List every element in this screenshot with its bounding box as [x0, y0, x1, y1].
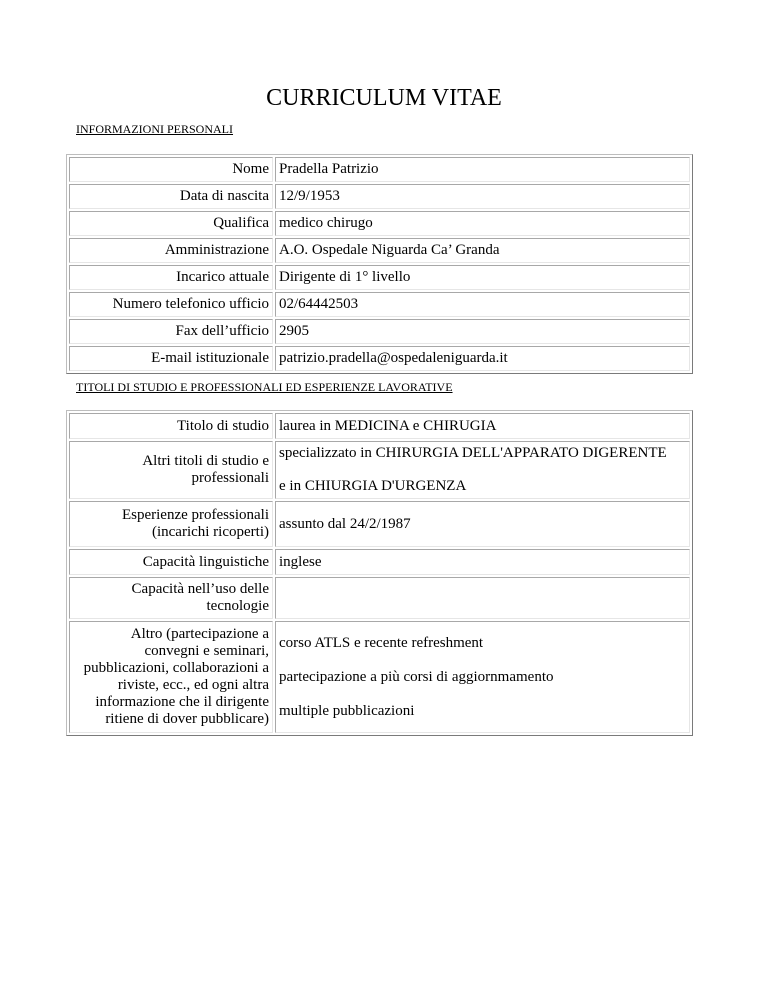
other-value-2: partecipazione a più corsi di aggiornmamento: [279, 668, 554, 685]
office-fax-label: Fax dell’ufficio: [69, 319, 273, 344]
table-row: [69, 413, 690, 439]
table-row: [69, 549, 690, 575]
table-row: [69, 184, 690, 209]
table-row: [69, 238, 690, 263]
table-row: [69, 501, 690, 547]
specialization-value: specializzato in CHIRURGIA DELL'APPARATO DIGERENTE: [279, 445, 667, 461]
tech-skills-value: [275, 577, 690, 619]
languages-label: Capacità linguistiche: [69, 549, 273, 575]
qualification-label: Qualifica: [69, 211, 273, 236]
other-value-3: multiple pubblicazioni: [279, 702, 415, 719]
other-value-1: corso ATLS e recente refreshment: [279, 634, 484, 651]
table-row: [69, 211, 690, 236]
table-row: [69, 441, 690, 499]
birth-date-label: Data di nascita: [69, 184, 273, 209]
name-label: Nome: [69, 157, 273, 182]
experience-value: assunto dal 24/2/1987: [279, 515, 411, 532]
table-row: [69, 577, 690, 619]
personal-info-table: [66, 154, 693, 374]
table-row: [69, 157, 690, 182]
personal-info-heading: INFORMAZIONI PERSONALI: [76, 122, 234, 136]
current-role-label: Incarico attuale: [69, 265, 273, 290]
office-phone-label: Numero telefonico ufficio: [69, 292, 273, 317]
office-fax-value: 2905: [275, 319, 690, 344]
office-phone-value: 02/64442503: [275, 292, 690, 317]
table-row: [69, 319, 690, 344]
other-label: Altro (partecipazione a convegni e seminari, pubblicazioni, collaborazioni a riviste, ecc., ed ogni altra informazione che il dirigente ritiene di dover pubblicare): [69, 621, 273, 733]
qualification-value: medico chirugo: [275, 211, 690, 236]
other-titles-label: Altri titoli di studio e professionali: [69, 441, 273, 499]
studies-heading: TITOLI DI STUDIO E PROFESSIONALI ED ESPERIENZE LAVORATIVE: [76, 380, 453, 394]
page-title: CURRICULUM VITAE: [266, 85, 502, 111]
birth-date-value: 12/9/1953: [275, 184, 690, 209]
studies-table: [66, 410, 693, 736]
current-role-value: Dirigente di 1° livello: [275, 265, 690, 290]
degree-value: laurea in MEDICINA e CHIRUGIA: [279, 417, 497, 434]
tech-skills-label: Capacità nell’uso delle tecnologie: [69, 577, 273, 619]
name-value: Pradella Patrizio: [275, 157, 690, 182]
degree-label: Titolo di studio: [69, 413, 273, 439]
administration-label: Amministrazione: [69, 238, 273, 263]
specialization-value-2: e in CHIURGIA D'URGENZA: [279, 478, 467, 494]
experience-label: Esperienze professionali (incarichi ricoperti): [69, 501, 273, 547]
languages-value: inglese: [279, 553, 322, 570]
email-label: E-mail istituzionale: [69, 346, 273, 371]
table-row: [69, 346, 690, 371]
administration-value: A.O. Ospedale Niguarda Ca’ Granda: [275, 238, 690, 263]
table-row: [69, 292, 690, 317]
table-row: [69, 265, 690, 290]
table-row: [69, 621, 690, 733]
email-value: patrizio.pradella@ospedaleniguarda.it: [275, 346, 690, 371]
